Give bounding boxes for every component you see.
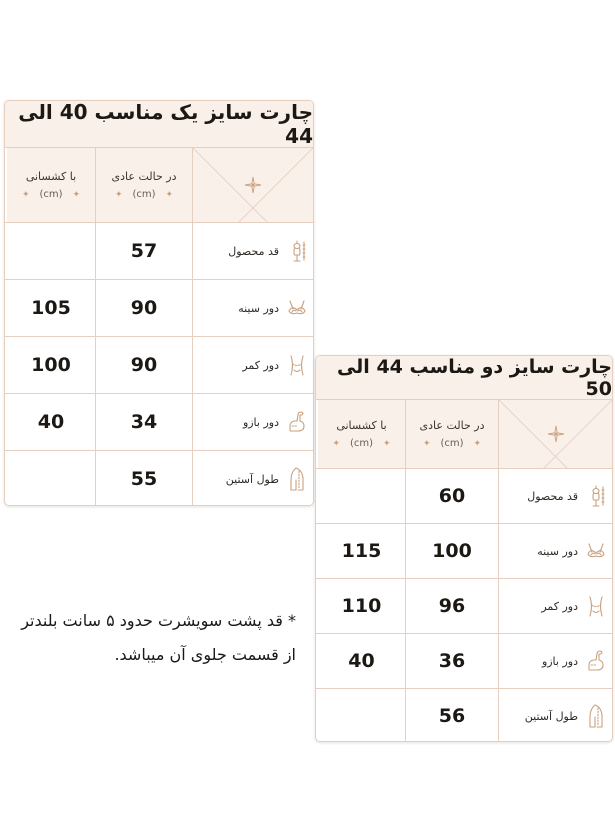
elastic-value: 115 bbox=[341, 540, 382, 562]
table-row bbox=[5, 337, 313, 394]
elastic-value-cell bbox=[7, 394, 95, 450]
star-deco-icon: ✦ bbox=[165, 189, 174, 200]
row-label: دور سینه bbox=[537, 544, 578, 558]
row-label-cell bbox=[498, 634, 612, 688]
row-label: دور بازو bbox=[242, 415, 279, 429]
sparkle-icon bbox=[244, 176, 262, 194]
row-label: طول آستین bbox=[524, 709, 578, 723]
header-corner bbox=[192, 148, 313, 222]
row-label-cell bbox=[192, 223, 313, 279]
elastic-value-cell bbox=[318, 579, 405, 633]
row-label-cell bbox=[192, 337, 313, 393]
elastic-value: 110 bbox=[341, 595, 382, 617]
star-deco-icon: ✦ bbox=[332, 438, 340, 449]
header-row bbox=[5, 148, 313, 223]
row-label: دور بازو bbox=[541, 654, 578, 668]
row-label-cell bbox=[192, 394, 313, 450]
arm-icon bbox=[586, 648, 606, 674]
normal-value-cell bbox=[95, 394, 192, 450]
row-label-cell bbox=[192, 451, 313, 506]
chart-rows bbox=[5, 223, 313, 506]
bra-icon bbox=[586, 538, 606, 564]
table-row bbox=[316, 469, 612, 524]
normal-value-cell bbox=[95, 223, 192, 279]
star-deco-icon: ✦ bbox=[21, 189, 30, 200]
arm-icon bbox=[287, 409, 307, 435]
elastic-value: 40 bbox=[37, 411, 65, 433]
row-label: قد محصول bbox=[527, 489, 578, 503]
chart-rows bbox=[316, 469, 612, 742]
normal-value: 90 bbox=[130, 354, 158, 376]
table-row bbox=[316, 579, 612, 634]
row-label: طول آستین bbox=[225, 472, 279, 486]
header-normal-label: در حالت عادی bbox=[419, 419, 485, 432]
normal-value-cell bbox=[405, 579, 498, 633]
table-row bbox=[5, 280, 313, 337]
row-label-cell bbox=[498, 579, 612, 633]
normal-value-cell bbox=[405, 689, 498, 742]
elastic-value: 105 bbox=[31, 297, 71, 319]
star-deco-icon: ✦ bbox=[422, 438, 431, 449]
normal-value: 36 bbox=[438, 650, 466, 672]
normal-value: 57 bbox=[130, 240, 158, 262]
sparkle-icon bbox=[547, 425, 565, 443]
normal-value: 55 bbox=[130, 468, 158, 490]
elastic-value-cell bbox=[7, 337, 95, 393]
chart-title: چارت سایز یک مناسب 40 الی 44 bbox=[5, 101, 313, 148]
elastic-value-cell bbox=[318, 469, 405, 523]
table-row bbox=[5, 223, 313, 280]
normal-value: 90 bbox=[130, 297, 158, 319]
header-unit: (cm) bbox=[39, 189, 63, 200]
header-elastic bbox=[7, 148, 95, 222]
sleeve-icon bbox=[586, 703, 606, 729]
table-row bbox=[5, 394, 313, 451]
header-normal bbox=[95, 148, 192, 222]
header-unit: (cm) bbox=[440, 438, 464, 449]
normal-value: 100 bbox=[432, 540, 472, 562]
elastic-value-cell bbox=[7, 280, 95, 336]
row-label-cell bbox=[498, 689, 612, 742]
row-label-cell bbox=[498, 469, 612, 523]
row-label: دور کمر bbox=[242, 358, 279, 372]
row-label: دور کمر bbox=[541, 599, 578, 613]
star-deco-icon: ✦ bbox=[383, 438, 391, 449]
header-normal bbox=[405, 400, 498, 468]
elastic-value-cell bbox=[7, 223, 95, 279]
sleeve-icon bbox=[287, 466, 307, 492]
header-row bbox=[316, 400, 612, 469]
mannequin-icon bbox=[287, 238, 307, 264]
star-deco-icon: ✦ bbox=[72, 189, 81, 200]
waist-icon bbox=[586, 593, 606, 619]
star-deco-icon: ✦ bbox=[473, 438, 482, 449]
header-normal-label: در حالت عادی bbox=[111, 170, 177, 183]
normal-value: 60 bbox=[438, 485, 466, 507]
bra-icon bbox=[287, 295, 307, 321]
header-unit: (cm) bbox=[349, 438, 374, 449]
elastic-value-cell bbox=[318, 689, 405, 742]
elastic-value-cell bbox=[318, 634, 405, 688]
elastic-value: 100 bbox=[31, 354, 71, 376]
header-corner bbox=[498, 400, 612, 468]
header-unit: (cm) bbox=[132, 189, 156, 200]
table-row bbox=[316, 689, 612, 742]
table-row bbox=[5, 451, 313, 506]
size-chart-two bbox=[315, 355, 613, 742]
elastic-value-cell bbox=[7, 451, 95, 506]
row-label: قد محصول bbox=[228, 244, 279, 258]
table-row bbox=[316, 524, 612, 579]
size-chart-one bbox=[4, 100, 314, 506]
waist-icon bbox=[287, 352, 307, 378]
normal-value-cell bbox=[95, 280, 192, 336]
size-note: * قد پشت سویشرت حدود ۵ سانت بلندتر از قسمت جلوی آن میباشد. bbox=[21, 611, 296, 664]
table-row bbox=[316, 634, 612, 689]
chart-title: چارت سایز دو مناسب 44 الی 50 bbox=[316, 356, 612, 400]
normal-value-cell bbox=[405, 524, 498, 578]
header-elastic-label: با کشسانی bbox=[25, 170, 77, 183]
normal-value-cell bbox=[95, 451, 192, 506]
normal-value-cell bbox=[405, 634, 498, 688]
header-elastic bbox=[318, 400, 405, 468]
normal-value: 56 bbox=[438, 705, 466, 727]
star-deco-icon: ✦ bbox=[114, 189, 123, 200]
row-label-cell bbox=[192, 280, 313, 336]
normal-value: 96 bbox=[438, 595, 466, 617]
row-label-cell bbox=[498, 524, 612, 578]
elastic-value: 40 bbox=[348, 650, 375, 672]
normal-value-cell bbox=[405, 469, 498, 523]
row-label: دور سینه bbox=[238, 301, 279, 315]
elastic-value-cell bbox=[318, 524, 405, 578]
header-elastic-label: با کشسانی bbox=[336, 419, 387, 432]
normal-value-cell bbox=[95, 337, 192, 393]
mannequin-icon bbox=[586, 483, 606, 509]
normal-value: 34 bbox=[130, 411, 158, 433]
